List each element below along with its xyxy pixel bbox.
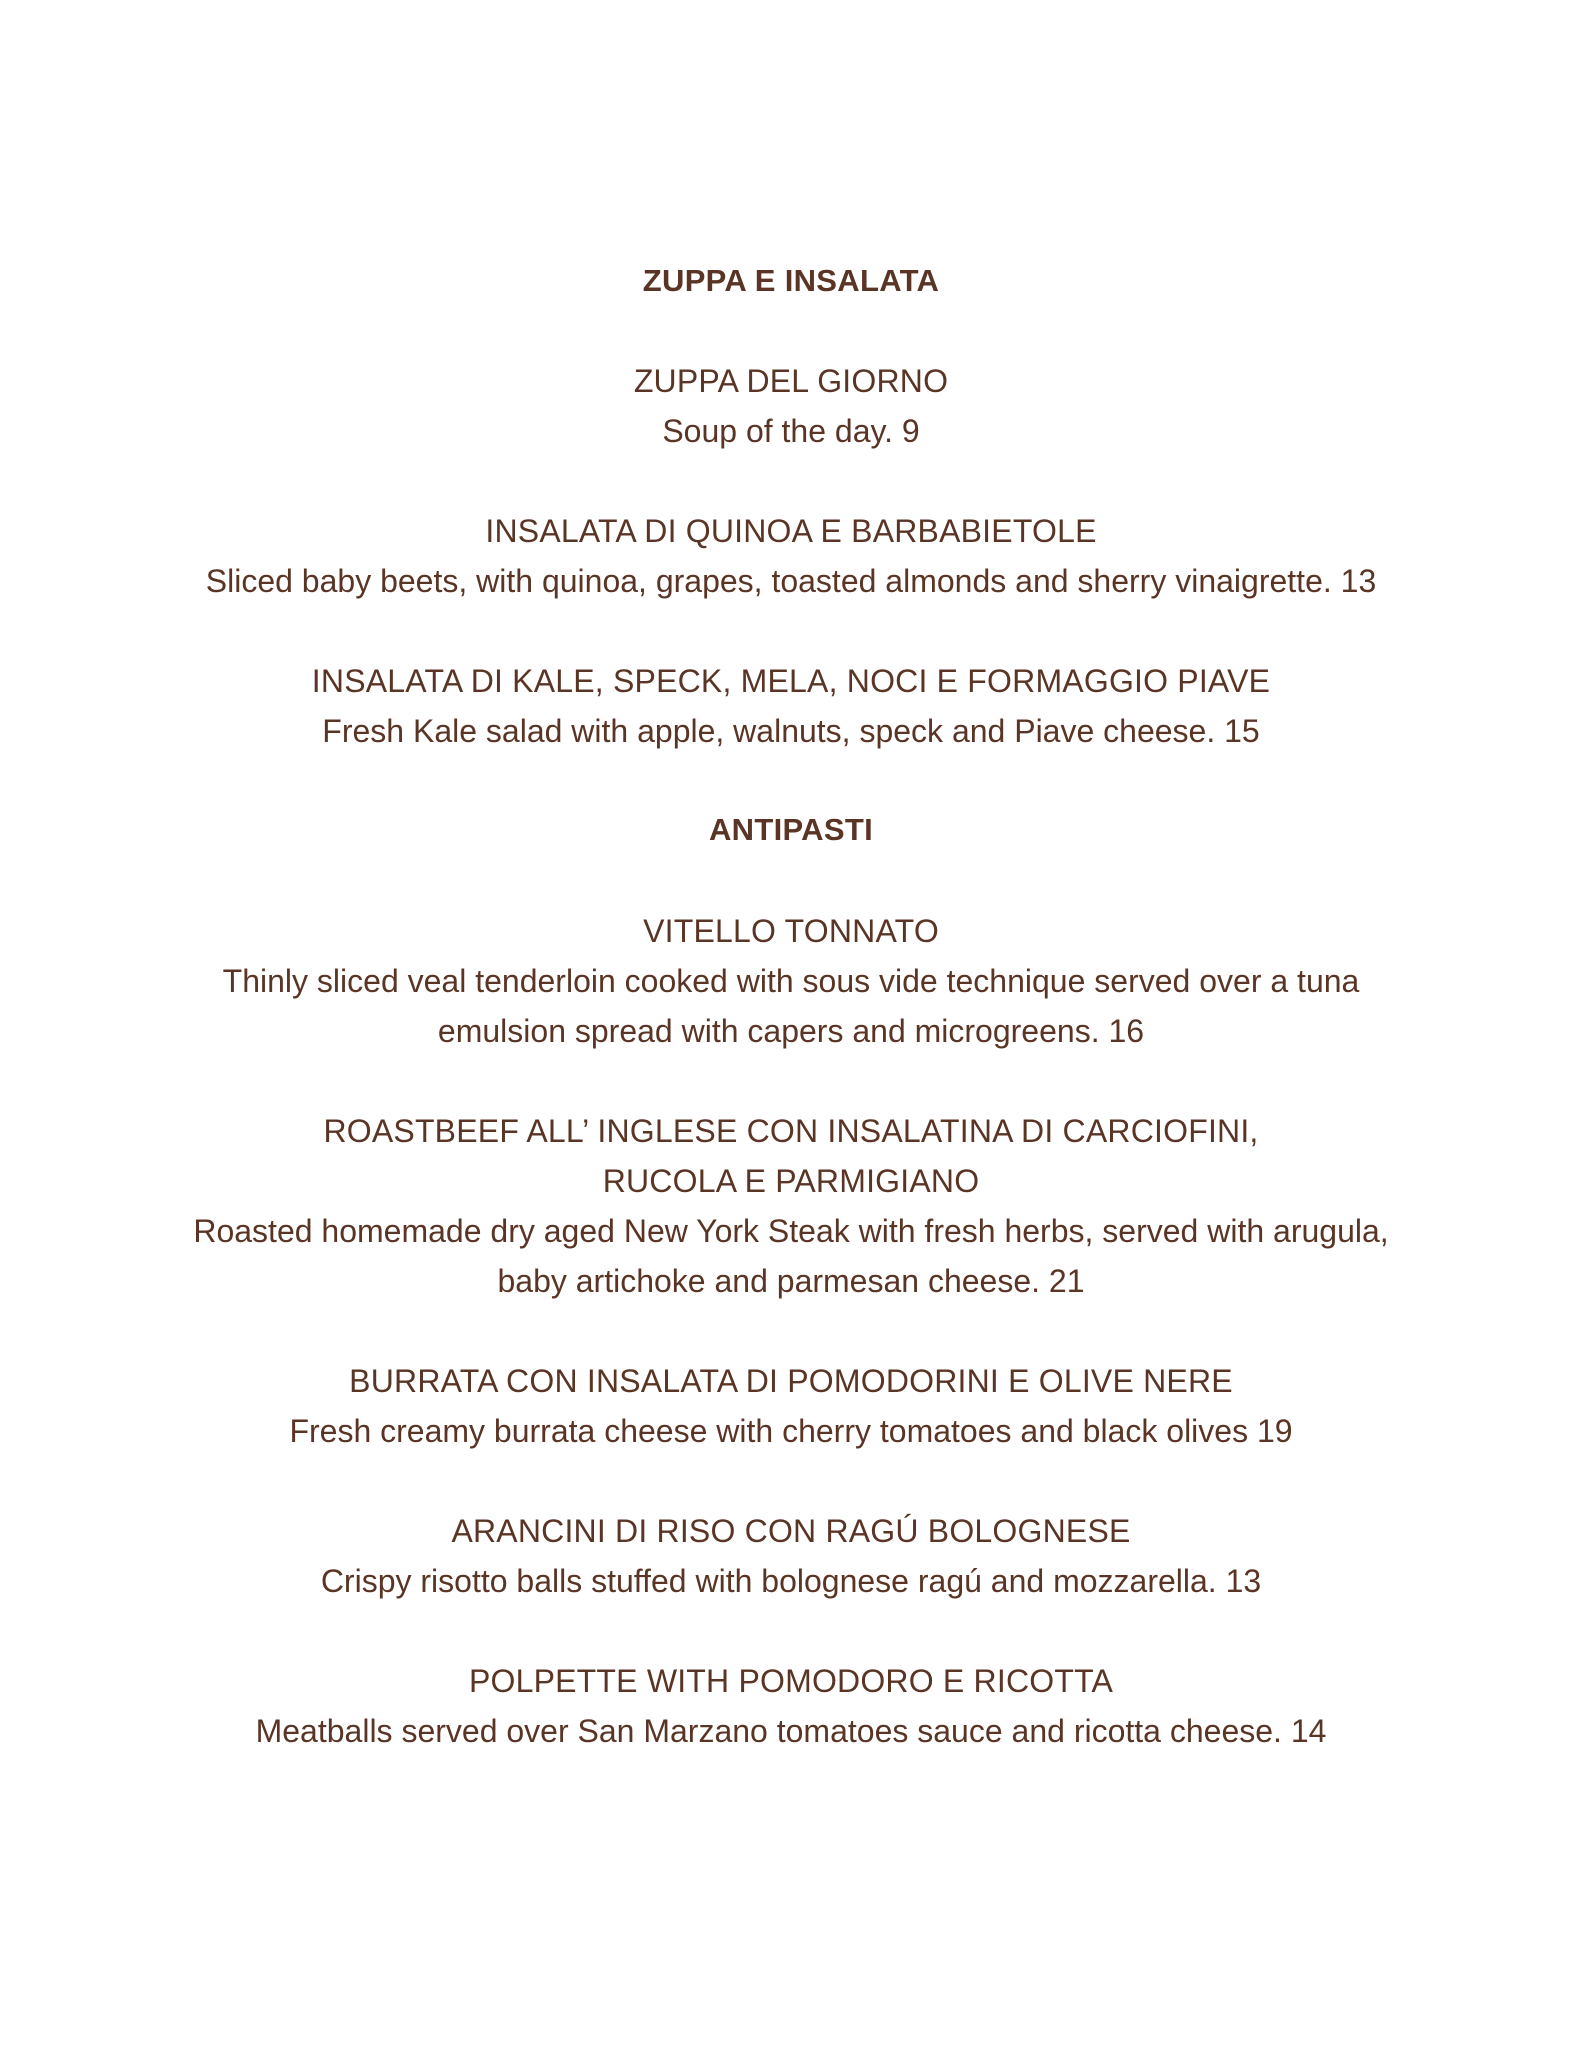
item-description-line: emulsion spread with capers and microgreens. 16 bbox=[437, 1013, 1145, 1049]
section-antipasti bbox=[0, 810, 1582, 850]
item-name: INSALATA DI QUINOA E BARBABIETOLE bbox=[485, 513, 1097, 549]
item-description-line: Thinly sliced veal tenderloin cooked with sous vide technique served over a tuna bbox=[222, 963, 1360, 999]
section-title: ZUPPA E INSALATA bbox=[642, 263, 940, 298]
menu-item-insalata-quinoa bbox=[0, 506, 1582, 606]
item-description-line: Roasted homemade dry aged New York Steak with fresh herbs, served with arugula, bbox=[193, 1213, 1389, 1249]
item-name: ZUPPA DEL GIORNO bbox=[633, 363, 949, 399]
item-description: Fresh Kale salad with apple, walnuts, speck and Piave cheese. 15 bbox=[322, 713, 1260, 749]
menu-item-zuppa-del-giorno bbox=[0, 356, 1582, 456]
menu-item-arancini bbox=[0, 1506, 1582, 1606]
item-name: BURRATA CON INSALATA DI POMODORINI E OLIVE NERE bbox=[349, 1363, 1233, 1399]
menu-item-roastbeef bbox=[0, 1106, 1582, 1306]
item-name-line: RUCOLA E PARMIGIANO bbox=[602, 1163, 980, 1199]
menu-item-polpette bbox=[0, 1656, 1582, 1756]
item-description: Fresh creamy burrata cheese with cherry tomatoes and black olives 19 bbox=[289, 1413, 1293, 1449]
item-name-line: ROASTBEEF ALL’ INGLESE CON INSALATINA DI CARCIOFINI, bbox=[323, 1113, 1259, 1149]
menu-item-vitello-tonnato bbox=[0, 906, 1582, 1056]
menu-item-burrata bbox=[0, 1356, 1582, 1456]
section-title: ANTIPASTI bbox=[708, 812, 873, 847]
item-name: ARANCINI DI RISO CON RAGÚ BOLOGNESE bbox=[451, 1513, 1131, 1549]
item-name: POLPETTE WITH POMODORO E RICOTTA bbox=[468, 1663, 1114, 1699]
item-description-line: baby artichoke and parmesan cheese. 21 bbox=[497, 1263, 1085, 1299]
item-description: Meatballs served over San Marzano tomatoes sauce and ricotta cheese. 14 bbox=[255, 1713, 1327, 1749]
item-name: INSALATA DI KALE, SPECK, MELA, NOCI E FORMAGGIO PIAVE bbox=[311, 663, 1271, 699]
section-zuppa-e-insalata bbox=[0, 261, 1582, 301]
item-description: Sliced baby beets, with quinoa, grapes, toasted almonds and sherry vinaigrette. 13 bbox=[205, 563, 1377, 599]
item-description: Soup of the day. 9 bbox=[662, 413, 920, 449]
item-name: VITELLO TONNATO bbox=[643, 913, 939, 949]
item-description: Crispy risotto balls stuffed with bolognese ragú and mozzarella. 13 bbox=[320, 1563, 1262, 1599]
menu-item-insalata-kale bbox=[0, 656, 1582, 756]
